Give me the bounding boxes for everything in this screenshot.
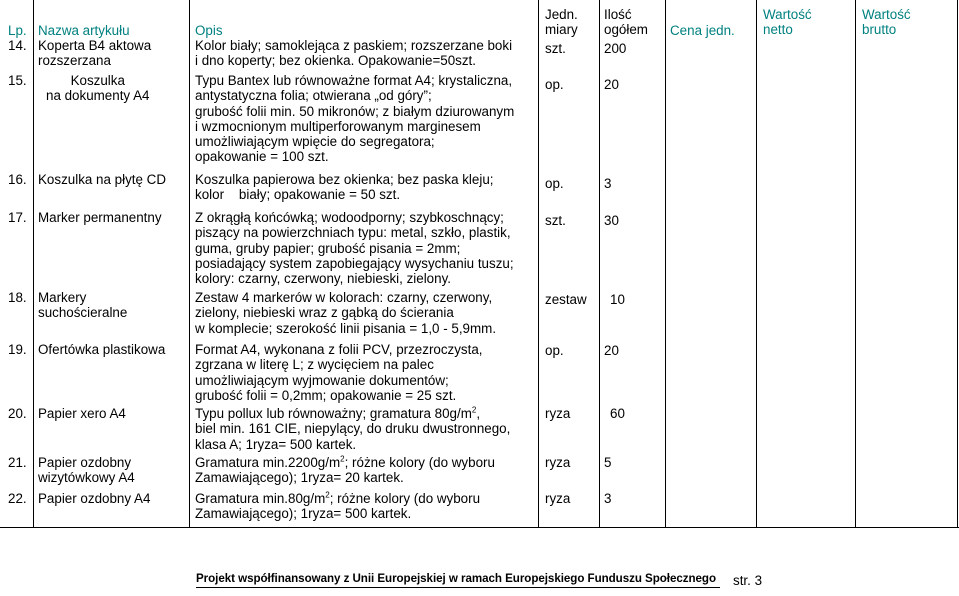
row-name: Papier ozdobny A4 (38, 491, 151, 506)
grid-line (33, 0, 34, 528)
row-name: Koszulka na płytę CD (38, 172, 167, 187)
row-number: 21. (8, 455, 27, 470)
row-unit: op. (545, 176, 564, 191)
grid-line (756, 0, 757, 528)
row-unit: szt. (545, 41, 566, 56)
row-number: 16. (8, 172, 27, 187)
row-quantity: 20 (604, 77, 619, 92)
header-unit-price: Cena jedn. (670, 23, 735, 38)
header-quantity: Ilość ogółem (604, 7, 648, 37)
row-unit: ryza (545, 491, 571, 506)
footer-underline (196, 587, 720, 588)
row-description: Typu pollux lub równoważny; gramatura $80g/m^2$, biel min. 161 CIE, niepylący, do druku dwustronnego, klasa A; 1ryza= 500 kartek. (195, 405, 511, 452)
project-footer: Projekt współfinansowany z Unii Europejskiej w ramach Europejskiego Funduszu Społecznego (196, 572, 716, 585)
grid-line (957, 0, 958, 528)
row-quantity: 3 (604, 176, 612, 191)
row-name: Papier ozdobny wizytówkowy A4 (38, 455, 135, 486)
row-name: Koperta B4 aktowa rozszerzana (38, 38, 152, 69)
header-net-value: Wartość netto (763, 7, 812, 37)
grid-line (538, 0, 539, 528)
page-number: str. 3 (733, 573, 763, 588)
row-description: Gramatura $\min.2200g/m^2$; różne kolory (do wyboru Zamawiającego); 1ryza= 20 kartek. (195, 454, 495, 486)
row-description: Format A4, wykonana z folii PCV, przezroczysta, zgrzana w literę L; z wycięciem na palec umożliwiającym wyjmowanie dokumentów; grubość folii = 0,2mm; opakowanie = 25 szt. (195, 342, 483, 403)
row-description: Koszulka papierowa bez okienka; bez paska kleju; kolor biały; opakowanie = 50 szt. (195, 172, 494, 203)
grid-line (189, 0, 190, 528)
row-description: Z okrągłą końcówką; wodoodporny; szybkoschnący; piszący na powierzchniach typu: metal, szkło, plastik, guma, gruby papier; grubość pisania = 2mm; posiadający system zapobiegający wysychaniu tuszu; kolory: czarny, czerwony, niebieski, zielony. (195, 210, 514, 287)
row-quantity: 3 (604, 491, 612, 506)
row-number: 20. (8, 406, 27, 421)
row-name: Marker permanentny (38, 210, 162, 225)
row-quantity: 30 (604, 213, 619, 228)
row-unit: szt. (545, 213, 566, 228)
row-number: 14. (8, 38, 27, 53)
row-number: 15. (8, 73, 27, 88)
grid-line (855, 0, 856, 528)
row-description: Typu Bantex lub równoważne format A4; krystaliczna, antystatyczna folia; otwierana „od góry”; grubość folii min. 50 mikronów; z białym dziurowanym i wzmocnionym multiperforowanym marginesem umożliwiającym wpięcie do segregatora; opakowanie = 100 szt. (195, 73, 515, 165)
row-quantity: 200 (604, 41, 627, 56)
row-unit: op. (545, 343, 564, 358)
header-gross-value: Wartość brutto (862, 7, 911, 37)
row-unit: zestaw (545, 292, 587, 307)
row-description: Gramatura $\min.80g/m^2$; różne kolory (do wyboru Zamawiającego); 1ryza= 500 kartek. (195, 490, 481, 522)
row-name: Papier xero A4 (38, 406, 126, 421)
row-description: Kolor biały; samoklejąca z paskiem; rozszerzane boki i dno koperty; bez okienka. Opakowanie=50szt. (195, 38, 513, 69)
row-name: Markery suchościeralne (38, 290, 128, 321)
row-quantity: 5 (604, 455, 612, 470)
row-unit: op. (545, 77, 564, 92)
row-name: Ofertówka plastikowa (38, 342, 166, 357)
row-number: 22. (8, 491, 27, 506)
row-unit: ryza (545, 406, 571, 421)
row-number: 19. (8, 342, 27, 357)
row-unit: ryza (545, 455, 571, 470)
row-quantity: 60 (610, 406, 625, 421)
row-name: Koszulka na dokumenty A4 (46, 73, 150, 104)
grid-line (665, 0, 666, 528)
header-unit: Jedn. miary (545, 7, 578, 37)
table-bottom-border (0, 527, 959, 528)
header-lp: Lp. (8, 23, 27, 38)
row-quantity: 20 (604, 343, 619, 358)
header-description: Opis (195, 23, 223, 38)
row-number: 18. (8, 290, 27, 305)
header-name: Nazwa artykułu (38, 23, 130, 38)
row-number: 17. (8, 210, 27, 225)
row-quantity: 10 (610, 292, 625, 307)
row-description: Zestaw 4 markerów w kolorach: czarny, czerwony, zielony, niebieski wraz z gąbką do ścierania w komplecie; szerokość linii pisania = 1,0 - 5,9mm. (195, 290, 497, 336)
grid-line (599, 0, 600, 528)
